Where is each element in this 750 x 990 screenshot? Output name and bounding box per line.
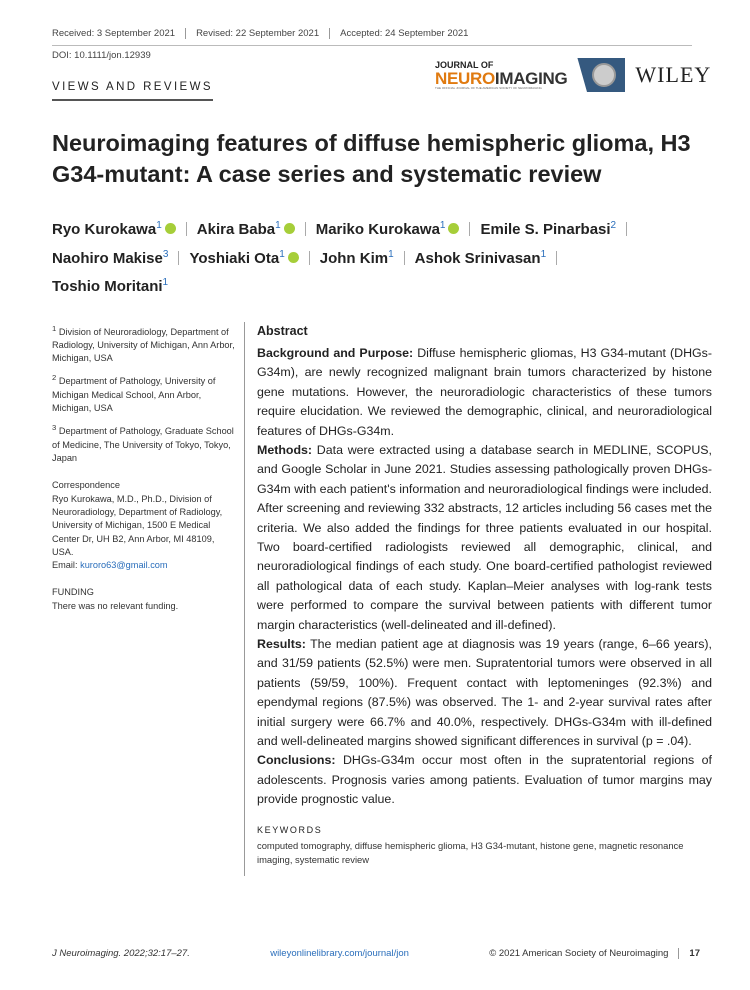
affiliation-ref[interactable]: 1 (275, 220, 281, 231)
received-date: Received: 3 September 2021 (52, 28, 186, 39)
abstract-heading: Abstract (257, 323, 308, 338)
affiliation-ref[interactable]: 1 (439, 220, 446, 231)
abstract-column (244, 322, 712, 877)
abstract-section (257, 751, 712, 809)
journal-logo (435, 58, 711, 92)
affiliation (52, 421, 238, 465)
author[interactable] (52, 243, 168, 272)
author-separator (626, 222, 627, 236)
author-separator (309, 251, 310, 265)
doi[interactable]: DOI: 10.1111/jon.12939 (52, 50, 151, 61)
logo-journal-of: JOURNAL OF (435, 59, 494, 70)
author-name[interactable]: Naohiro Makise (52, 249, 163, 267)
author-name[interactable]: Ryo Kurokawa (52, 221, 157, 238)
author-list (52, 214, 712, 300)
abstract-section-text: DHGs-G34m occur most often in the supratentorial regions of adolescents. Prognosis varies among patients. Evaluation of tumor margins may provide prognostic value. (257, 753, 712, 807)
abstract-section-label: Background and Purpose: (257, 345, 414, 360)
footer-right (489, 948, 700, 959)
author-name[interactable]: Akira Baba (196, 221, 276, 238)
abstract-section-label: Conclusions: (257, 753, 336, 768)
email-link[interactable]: kuroro63@gmail.com (80, 560, 168, 571)
affiliation (52, 371, 238, 415)
author[interactable] (415, 243, 546, 272)
page-footer (52, 948, 700, 959)
abstract-section-text: Diffuse hemispheric gliomas, H3 G34-mutant (DHGs-G34m), are newly recognized malignant brain tumors characterized by histone gene mutations. However, the neuroradiologic characteristics of these tumors require elucidation. We reviewed the demographic, clinical, and neuroradiological features of DHGs-G34m. (257, 345, 712, 438)
section-label: VIEWS AND REVIEWS (52, 81, 213, 101)
society-seal-icon (577, 58, 625, 92)
author-name[interactable]: Mariko Kurokawa (315, 221, 440, 238)
logo-wordmark (435, 70, 567, 87)
article-body (52, 128, 712, 876)
abstract-section-label: Results: (257, 637, 306, 651)
author[interactable] (320, 243, 394, 272)
neuroimaging-logo (435, 61, 567, 90)
correspondence-text: Ryo Kurokawa, M.D., Ph.D., Division of Neuroradiology, Department of Radiology, University of Michigan, 1500 E Medical Center Dr, UH B2, Ann Arbor, MI 48109, USA. (52, 493, 223, 557)
affiliation-number: 3 (52, 423, 57, 433)
affiliation-ref[interactable]: 1 (279, 248, 285, 260)
keywords-label: KEYWORDS (257, 824, 323, 835)
author-separator (469, 222, 470, 236)
logo-tagline: THE OFFICIAL JOURNAL OF THE AMERICAN SOCIETY OF NEUROIMAGING (435, 85, 542, 90)
author-separator (178, 251, 179, 265)
author[interactable] (197, 214, 295, 243)
wiley-logo: WILEY (635, 62, 712, 87)
affiliation-text: Department of Pathology, Graduate School of Medicine, The University of Tokyo, Tokyo, Japan (52, 426, 234, 464)
logo-neuro: NEURO (435, 68, 495, 88)
affiliations-column (52, 322, 238, 620)
copyright: © 2021 American Society of Neuroimaging (489, 948, 669, 959)
affiliation-ref[interactable]: 1 (388, 248, 394, 260)
author[interactable] (316, 214, 460, 243)
logo-imaging: IMAGING (494, 68, 568, 88)
affiliation (52, 322, 238, 366)
author-name[interactable]: Ashok Srinivasan (414, 249, 541, 267)
page-number: 17 (678, 948, 700, 959)
orcid-icon[interactable] (165, 223, 176, 234)
accepted-date: Accepted: 24 September 2021 (340, 28, 469, 39)
keywords (257, 824, 712, 867)
author-separator (404, 251, 405, 265)
correspondence-label: Correspondence (52, 480, 120, 491)
dates-bar (52, 28, 692, 46)
author[interactable] (52, 214, 176, 243)
funding-text: There was no relevant funding. (52, 600, 179, 611)
affiliation-text: Department of Pathology, University of Michigan Medical School, Ann Arbor, Michigan, USA (52, 376, 216, 414)
abstract (257, 322, 712, 810)
correspondence (52, 479, 238, 572)
affiliation-number: 1 (52, 323, 57, 333)
funding-label: FUNDING (52, 587, 94, 598)
revised-date: Revised: 22 September 2021 (186, 28, 330, 39)
author-separator (186, 222, 187, 236)
orcid-icon[interactable] (284, 223, 295, 234)
affiliation-ref[interactable]: 1 (156, 220, 162, 231)
body-columns (52, 322, 712, 877)
keywords-text: computed tomography, diffuse hemispheric glioma, H3 G34-mutant, histone gene, magnetic resonance imaging, systematic review (257, 840, 684, 865)
author[interactable] (52, 271, 168, 300)
author-name[interactable]: John Kim (319, 249, 389, 267)
abstract-section-label: Methods: (257, 442, 313, 457)
email-label: Email: (52, 560, 81, 571)
abstract-section (257, 441, 712, 635)
article-title: Neuroimaging features of diffuse hemispheric glioma, H3 G34-mutant: A case series and systematic review (52, 130, 691, 187)
affiliation-ref[interactable]: 2 (610, 220, 617, 231)
author-name[interactable]: Emile S. Pinarbasi (480, 221, 611, 238)
author-name[interactable]: Yoshiaki Ota (189, 249, 280, 267)
orcid-icon[interactable] (288, 252, 299, 263)
abstract-section (257, 344, 712, 441)
abstract-section-text: The median patient age at diagnosis was 19 years (range, 6–66 years), and 31/59 patients (52.5%) were men. Supratentorial tumors were observed in all patients (59/59, 100%). Frequent contact with leptomeninges (92.3%) and ependymal regions (87.5%) was observed. The 1- and 2-year survival rates after initial surgery were 66.7% and 40.0%, respectively. DHGs-G34m with ill-defined and well-delineated margins showed significant differences in survival (p = .04). (257, 637, 712, 749)
affiliation-ref[interactable]: 3 (162, 248, 169, 260)
funding (52, 586, 238, 613)
affiliation-ref[interactable]: 1 (540, 248, 547, 260)
affiliation-number: 2 (52, 373, 57, 383)
affiliation-text: Division of Neuroradiology, Department of Radiology, University of Michigan, Ann Arbor, Michigan, USA (52, 326, 235, 364)
author-name[interactable]: Toshio Moritani (52, 278, 163, 295)
orcid-icon[interactable] (448, 223, 459, 234)
abstract-section-text: Data were extracted using a database search in MEDLINE, SCOPUS, and Google Scholar in June 2021. Studies assessing pathologically proven DHGs-G34m with each patient's information and neuroradiological findings were included. After screening and reviewing 332 abstracts, 12 articles including 56 cases met the criteria. We also added the findings for three patients evaluated in our hospital. Two board-certified radiologists reviewed all demographic, clinical, and neuroradiological findings of each study. One board-certified pathologist reviewed all pathological data of each study. Kaplan–Meier analyses with log-rank tests were performed to compare the survival between patients with different tumor margin characteristics (well-delineated and ill-defined). (257, 442, 712, 632)
journal-url-link[interactable]: wileyonlinelibrary.com/journal/jon (270, 948, 409, 959)
author-separator (305, 222, 306, 236)
affiliation-ref[interactable]: 1 (162, 277, 169, 288)
abstract-section (257, 635, 712, 751)
citation: J Neuroimaging. 2022;32:17–27. (52, 948, 190, 959)
author[interactable] (189, 243, 298, 272)
author[interactable] (480, 214, 616, 243)
author-separator (556, 251, 557, 265)
